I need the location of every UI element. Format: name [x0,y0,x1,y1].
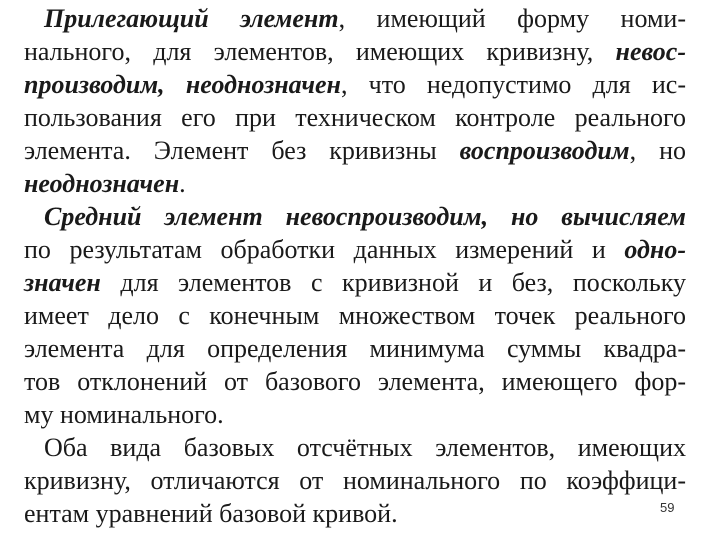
text-line: элемента для определения минимума суммы квадра- [24,334,686,363]
text-line: Оба вида базовых отсчётных элементов, имеющих [44,433,686,462]
text-line: производим, неоднозначен, что недопустимо для ис- [24,70,686,99]
page-number: 59 [660,500,675,515]
text-line: значен для элементов с кривизной и без, поскольку [24,268,686,297]
text-line: кривизну, отличаются от номинального по коэффици- [24,466,686,495]
text-line: неоднозначен. [24,169,186,198]
text-line: нального, для элементов, имеющих кривизну, невос- [24,37,686,66]
text-line: му номинального. [24,400,224,429]
text-line: Прилегающий элемент, имеющий форму номи- [44,4,686,33]
text-line: пользования его при техническом контроле реального [24,103,686,132]
text-line: по результатам обработки данных измерений и одно- [24,235,686,264]
text-line: элемента. Элемент без кривизны воспроизводим, но [24,136,686,165]
text-line: Средний элемент невоспроизводим, но вычисляем [44,202,686,231]
text-line: ентам уравнений базовой кривой. [24,499,398,528]
text-line: имеет дело с конечным множеством точек реального [24,301,686,330]
text-line: тов отклонений от базового элемента, имеющего фор- [24,367,686,396]
